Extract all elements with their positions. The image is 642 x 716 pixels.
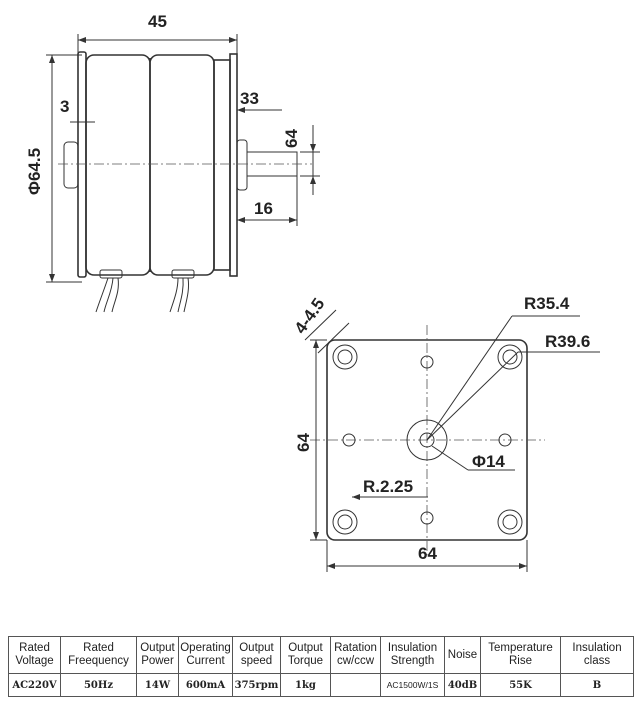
header-output-speed: Output speed [233, 637, 281, 674]
dim-shaft-16: 16 [254, 199, 273, 218]
dim-phi-14: Φ14 [472, 452, 505, 471]
header-temperature-rise: Temperature Rise [481, 637, 561, 674]
header-operating-current: Operating Current [179, 637, 233, 674]
dim-flange-3: 3 [60, 97, 70, 116]
front-view [291, 294, 600, 572]
dim-r35-4: R35.4 [524, 294, 570, 313]
spec-header-row [9, 637, 634, 674]
dim-r39-6: R39.6 [545, 332, 591, 351]
dim-diameter-64-5: Φ64.5 [25, 147, 44, 195]
dim-face-width-64: 64 [418, 544, 437, 563]
dim-width-45: 45 [148, 12, 167, 31]
header-output-power: Output Power [137, 637, 179, 674]
side-view [25, 12, 320, 312]
dim-slot-4-4-5: 4-4.5 [290, 294, 329, 338]
spec-value-row [9, 674, 634, 697]
header-rated-frequency: Rated Freequency [61, 637, 137, 674]
value-rated-frequency: 50Hz [61, 674, 137, 697]
spec-table [8, 636, 634, 697]
value-operating-current: 600mA [179, 674, 233, 697]
dim-r2-25: R.2.25 [363, 477, 414, 496]
dim-face-height-64: 64 [294, 433, 313, 452]
value-insulation-strength: AC1500W/1S [381, 674, 445, 697]
header-insulation-strength: Insulation Strength [381, 637, 445, 674]
value-noise: 40dB [445, 674, 481, 697]
header-rotation: Ratation cw/ccw [331, 637, 381, 674]
value-rated-voltage: AC220V [9, 674, 61, 697]
header-rated-voltage: Rated Voltage [9, 637, 61, 674]
value-insulation-class: B [561, 674, 634, 697]
header-output-torque: Output Torque [281, 637, 331, 674]
value-temperature-rise: 55K [481, 674, 561, 697]
dim-offset-33: 33 [240, 89, 259, 108]
dim-side-64: 64 [282, 129, 301, 148]
header-noise: Noise [445, 637, 481, 674]
value-rotation [331, 674, 381, 697]
header-insulation-class: Insulation class [561, 637, 634, 674]
value-output-torque: 1kg [281, 674, 331, 697]
value-output-power: 14W [137, 674, 179, 697]
value-output-speed: 375rpm [233, 674, 281, 697]
